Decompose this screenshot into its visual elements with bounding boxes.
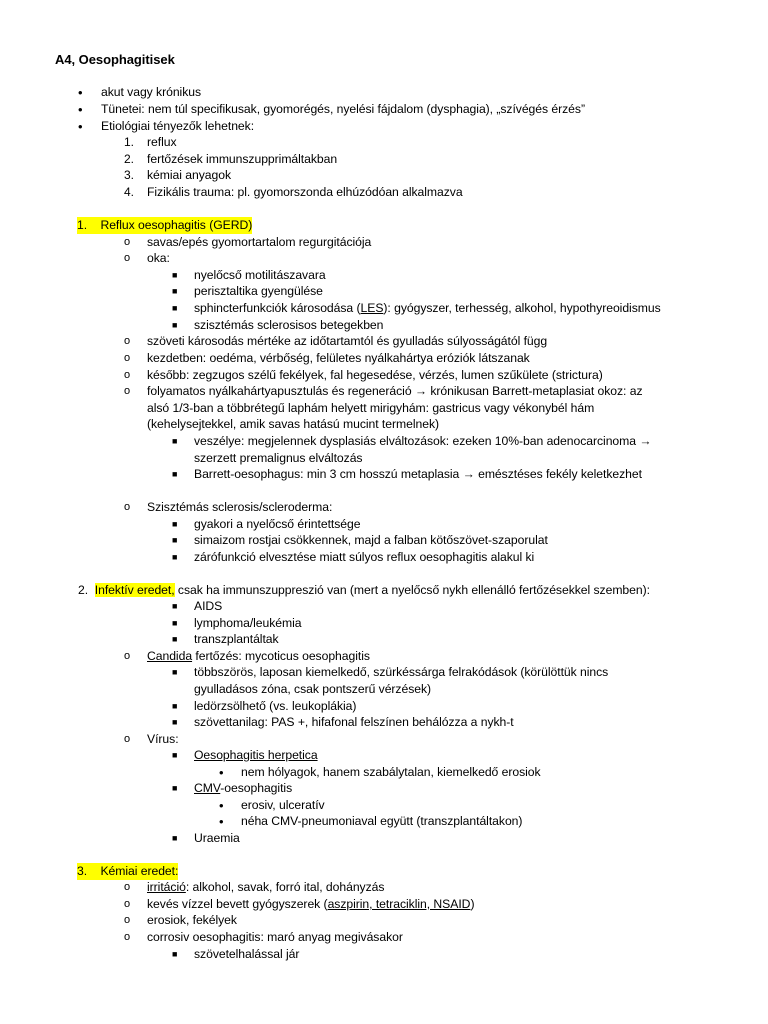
les-term: LES [360, 301, 384, 315]
list-item: Vírus: [147, 732, 179, 746]
etiology-item: kémiai anyagok [147, 168, 231, 182]
square-bullet-icon: ■ [172, 519, 178, 529]
square-bullet-icon: ■ [172, 634, 178, 644]
circle-bullet-icon: o [124, 914, 131, 926]
list-item: többszörös, laposan kiemelkedő, szürkéssárga felrakódások (körülöttük nincs [194, 665, 609, 679]
list-item: szöveti károsodás mértéke az időtartamtól és gyulladás súlyosságától függ [147, 334, 548, 348]
list-item: transzplantáltak [194, 632, 279, 646]
list-number: 2. [124, 152, 135, 166]
bullet-icon: • [78, 119, 83, 134]
section-1-heading [77, 217, 252, 234]
bullet-icon: • [78, 102, 83, 117]
section-number: 1. [77, 218, 88, 232]
intro-item: Etiológiai tényezők lehetnek: [101, 119, 255, 133]
text: csak ha [174, 583, 223, 597]
square-bullet-icon: ■ [172, 618, 178, 628]
circle-bullet-icon: o [124, 252, 131, 264]
square-bullet-icon: ■ [172, 717, 178, 727]
list-item: Barrett-oesophagus: min 3 cm hosszú metaplasia → emésztéses fekély keletkezhet [194, 467, 642, 481]
list-item-continued: gyulladásos zóna, csak pontszerű vérzések) [194, 682, 432, 696]
list-item: szövettanilag: PAS +, hifafonal felszínen behálózza a nykh-t [194, 715, 514, 729]
list-number: 4. [124, 185, 135, 199]
square-bullet-icon: ■ [172, 783, 178, 793]
list-item: gyakori a nyelőcső érintettsége [194, 517, 361, 531]
list-item: erosiv, ulceratív [241, 798, 325, 812]
square-bullet-icon: ■ [172, 286, 178, 296]
circle-bullet-icon: o [124, 650, 131, 662]
square-bullet-icon: ■ [172, 303, 178, 313]
list-item: Oesophagitis herpetica [194, 748, 318, 762]
list-item: oka: [147, 251, 170, 265]
square-bullet-icon: ■ [172, 601, 178, 611]
square-bullet-icon: ■ [172, 320, 178, 330]
cmv-term: CMV [194, 781, 221, 795]
section-title: Infektív eredet, [94, 583, 175, 597]
list-item [147, 929, 403, 946]
bullet-icon: • [219, 765, 224, 780]
circle-bullet-icon: o [124, 369, 131, 381]
square-bullet-icon: ■ [172, 701, 178, 711]
list-item: kezdetben: oedéma, vérbőség, felületes nyálkahártya eróziók látszanak [147, 351, 530, 365]
list-number: 1. [124, 135, 135, 149]
list-number: 3. [124, 168, 135, 182]
text: ): gyógyszer, terhesség, alkohol, hypothyreoidismus [383, 301, 661, 315]
text: van (mert a nyelőcső nykh ellenálló fertőzésekkel szemben): [323, 583, 650, 597]
list-item [147, 648, 370, 665]
list-item-continued: szerzett premalignus elváltozás [194, 451, 363, 465]
list-item: később: zegzugos szélű fekélyek, fal hegesedése, vérzés, lumen szűkülete (strictura) [147, 368, 603, 382]
text: immunszuppreszió [222, 583, 324, 597]
text: corrosiv oesophagitis [147, 930, 261, 944]
list-item: néha CMV-pneumoniaval együtt (transzplantáltakon) [241, 814, 523, 828]
text: kevés vízzel bevett gyógyszerek ( [147, 897, 328, 911]
list-item: erosiok, fekélyek [147, 913, 237, 927]
list-item [194, 300, 661, 317]
section-3-heading [77, 863, 178, 880]
list-item [147, 896, 474, 913]
section-number: 2. [78, 583, 89, 597]
circle-bullet-icon: o [124, 335, 131, 347]
list-item-continued: (kehelysejtekkel, amik savas hatású mucint termelnek) [147, 417, 439, 431]
list-item [194, 780, 292, 797]
list-item: veszélye: megjelennek dysplasiás elváltozások: ezeken 10%-ban adenocarcinoma → [194, 434, 652, 448]
square-bullet-icon: ■ [172, 552, 178, 562]
list-item: perisztaltika gyengülése [194, 284, 323, 298]
list-item: Uraemia [194, 831, 240, 845]
list-item: Szisztémás sclerosis/scleroderma: [147, 500, 333, 514]
circle-bullet-icon: o [124, 898, 131, 910]
circle-bullet-icon: o [124, 501, 131, 513]
bullet-icon: • [219, 798, 224, 813]
drug-list: aszpirin, tetraciklin, NSAID [327, 897, 471, 911]
circle-bullet-icon: o [124, 881, 131, 893]
section-title: Reflux oesophagitis (GERD) [100, 218, 253, 232]
list-item: AIDS [194, 599, 223, 613]
intro-item: akut vagy krónikus [101, 85, 202, 99]
square-bullet-icon: ■ [172, 949, 178, 959]
text: -oesophagitis [220, 781, 293, 795]
list-item: szövetelhalással jár [194, 947, 300, 961]
list-item: nem hólyagok, hanem szabálytalan, kiemelkedő erosiok [241, 765, 541, 779]
text: fertőzés: mycoticus oesophagitis [192, 649, 370, 663]
circle-bullet-icon: o [124, 352, 131, 364]
section-number: 3. [77, 864, 88, 878]
bullet-icon: • [78, 85, 83, 100]
etiology-item: fertőzések immunszupprimáltakban [147, 152, 338, 166]
section-title: Kémiai eredet: [100, 864, 179, 878]
square-bullet-icon: ■ [172, 667, 178, 677]
circle-bullet-icon: o [124, 236, 131, 248]
list-item-continued: alsó 1/3-ban a többrétegű laphám helyett mirigyhám: gastricus vagy vékonybél hám [147, 401, 595, 415]
etiology-item: reflux [147, 135, 177, 149]
text: ) [470, 897, 475, 911]
text: : maró anyag megivásakor [260, 930, 403, 944]
circle-bullet-icon: o [124, 733, 131, 745]
text: : alkohol, savak, forró ital, dohányzás [185, 880, 385, 894]
list-item: szisztémás sclerosisos betegekben [194, 318, 384, 332]
list-item: folyamatos nyálkahártyapusztulás és regeneráció → krónikusan Barrett-metaplasiat okoz: az [147, 384, 643, 398]
square-bullet-icon: ■ [172, 750, 178, 760]
list-item [147, 879, 384, 896]
square-bullet-icon: ■ [172, 469, 178, 479]
square-bullet-icon: ■ [172, 833, 178, 843]
section-2-heading [78, 582, 650, 599]
square-bullet-icon: ■ [172, 535, 178, 545]
intro-item: Tünetei: nem túl specifikusak, gyomorégés, nyelési fájdalom (dysphagia), „szívégés érzés” [101, 102, 585, 116]
candida-term: Candida [147, 649, 193, 663]
bullet-icon: • [219, 814, 224, 829]
irritacio-term: irritáció [147, 880, 186, 894]
circle-bullet-icon: o [124, 385, 131, 397]
etiology-item: Fizikális trauma: pl. gyomorszonda elhúzódóan alkalmazva [147, 185, 463, 199]
square-bullet-icon: ■ [172, 436, 178, 446]
circle-bullet-icon: o [124, 931, 131, 943]
list-item: nyelőcső motilitászavara [194, 268, 326, 282]
page-title: A4, Oesophagitisek [55, 52, 175, 67]
text: sphincterfunkciók károsodása ( [194, 301, 361, 315]
list-item: lymphoma/leukémia [194, 616, 302, 630]
list-item: zárófunkció elvesztése miatt súlyos reflux oesophagitis alakul ki [194, 550, 535, 564]
list-item: simaizom rostjai csökkennek, majd a falban kötőszövet-szaporulat [194, 533, 548, 547]
square-bullet-icon: ■ [172, 270, 178, 280]
list-item: ledörzsölhető (vs. leukoplákia) [194, 699, 357, 713]
list-item: savas/epés gyomortartalom regurgitációja [147, 235, 372, 249]
